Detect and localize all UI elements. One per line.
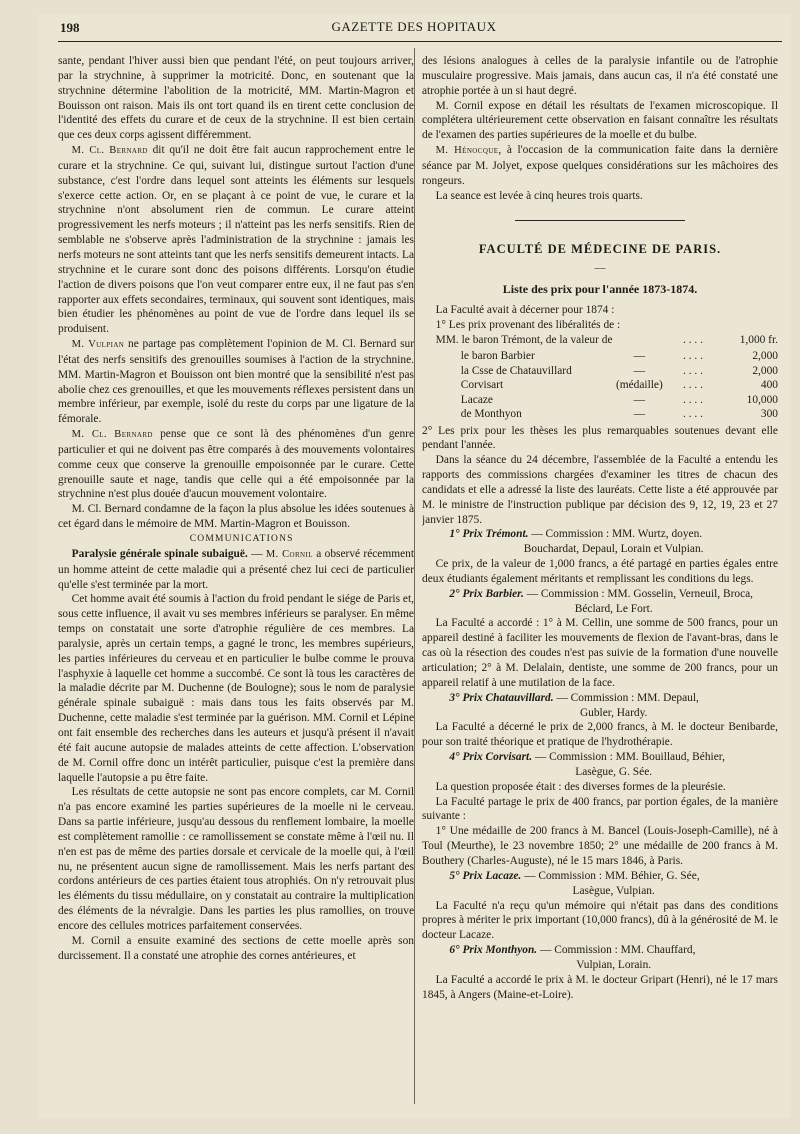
- donor-name: de Monthyon: [460, 408, 522, 420]
- paragraph-text: dit qu'il ne doit être fait aucun rapprochement entre le curare et la strychnine. Ce qui, suivant lui, distingue surtout l'action d'une substance, c'est l'ordre dans lequel sont atteints les éléments sur lesquels s'exerce cette action. Or, en se plaçant à ce point de vue, le curare et la strychnine n'ont absolument rien de commun. Le curare atteint progressivement les nerfs moteurs ; il n'atteint pas les nerfs sensitifs. Rien de semblable ne s'observe après l'administration de la strychnine : jamais les nerfs moteurs ne sont atteints tant que les nerfs sensitifs demeurent intacts. La strychnine et le curare sont donc des poisons différents. Lorsqu'on étudie l'action de divers poisons que l'on veut comparer entre eux, il ne faut pas s'en rapporter aux effets secondaires, terminaux, qui souvent sont identiques, mais bien étudier les phénomènes au point de vue de l'ordre dans lequel ils se produisent.: [58, 144, 414, 336]
- table-row: [422, 393, 778, 408]
- paragraph: La seance est levée à cinq heures trois quarts.: [435, 189, 643, 202]
- paragraph: [58, 143, 414, 337]
- speaker-name: M. Vulpian: [71, 339, 125, 351]
- paragraph: Dans la séance du 24 décembre, l'assemblée de la Faculté a entendu les rapports des commissions chargées d'examiner les titres de chacun des candidats et elle a adressé la liste des lauréats. Cette liste a été approuvée par M. le ministre de l'instruction publique par décision des 9, 12, 19, 23 et 27 janvier 1875.: [422, 454, 778, 526]
- section-separator: [422, 213, 778, 228]
- paragraph: 1° Les prix provenant des libéralités de :: [435, 318, 621, 331]
- prize-label: 1° Prix Trémont.: [449, 528, 529, 541]
- paragraph: M. Cornil expose en détail les résultats de l'examen microscopique. Il complétera ultérieurement cette observation en faisant connaître les résultats de l'examen des parties supérieures de la moelle et du bulbe.: [422, 99, 778, 142]
- paragraph: La Faculté n'a reçu qu'un mémoire qui n'était pas dans des conditions propres à mériter le prix important (10,000 francs), dû à la générosité de M. le docteur Lacaze.: [422, 899, 778, 942]
- donor-mid: (médaille): [615, 379, 663, 391]
- donor-amount: 300: [760, 408, 778, 420]
- donor-amount: 2,000: [752, 350, 778, 362]
- paragraph: Paralysie générale spinale subaiguë. — M. Cornil a observé récemment un homme atteint de cette maladie qui a présenté chez lui ceci de particulier qu'elle s'est terminée par la mort.: [58, 547, 414, 591]
- running-title: GAZETTE DES HOPITAUX: [331, 19, 497, 34]
- prize-list-title: Liste des prix pour l'année 1873-1874.: [502, 281, 698, 296]
- paragraph: M. Cl. Bernard condamne de la façon la plus absolue les idées soutenues à cet égard dans le mémoire de MM. Martin-Magron et Bouisson.: [58, 503, 414, 531]
- column-divider: [414, 48, 415, 1104]
- paragraph: 1° Une médaille de 200 francs à M. Bancel (Louis-Joseph-Camille), né à Toul (Meurthe), le 23 novembre 1850; 2° une médaille de 200 francs à M. Bouthery (Charles-Auguste), né le 15 mars 1846, à Paris.: [422, 825, 778, 867]
- speaker-name: M. Cl. Bernard: [71, 429, 153, 441]
- commission-text: — Commission : MM. Depaul,: [553, 691, 699, 704]
- paragraph: [58, 337, 414, 427]
- donor-dots: . . . .: [683, 408, 703, 420]
- donor-name: Corvisart: [460, 379, 504, 391]
- paragraph: [58, 427, 414, 502]
- speaker-name: M. Cornil: [265, 548, 313, 560]
- commission-members: Bouchardat, Depaul, Lorain et Vulpian.: [523, 543, 704, 556]
- table-row: [422, 349, 778, 364]
- newspaper-page: [38, 14, 790, 1118]
- left-column: [58, 54, 414, 1104]
- paragraph-text: , à l'occasion de la communication faite dans la dernière séance par M. Jolyet, expose quelques considérations sur les mâchoires des rongeurs.: [422, 144, 778, 187]
- donor-name: MM. le baron Trémont, de la valeur de: [435, 333, 613, 346]
- prize-label: 3° Prix Chatauvillard.: [449, 691, 554, 704]
- faculty-heading: FACULTÉ DE MÉDECINE DE PARIS.: [478, 242, 722, 257]
- commission-text: — Commission : MM. Gosselin, Verneuil, Broca,: [523, 587, 754, 600]
- commission-text: — Commission : MM. Béhier, G. Sée,: [521, 869, 700, 882]
- table-row: [422, 364, 778, 379]
- prize-commission: [422, 943, 778, 973]
- paragraph: La Faculté a accordé le prix à M. le docteur Gripart (Henri), né le 17 mars 1845, à Angers (Maine-et-Loire).: [422, 973, 778, 1001]
- paragraph-text: pense que ce sont là des phénomènes d'un genre particulier et qui ne doivent pas être comparés à des mouvements volontaires comme ceux que conserve la grenouille empoisonnée par le curare. Cette grenouille saute et nage, tandis que celle qui a été empoisonnée par la strychnine n'est plus douée d'aucun mouvement volontaire.: [58, 428, 414, 501]
- speaker-name: M. Cl. Bernard: [71, 145, 148, 157]
- header-rule: [58, 41, 782, 42]
- prize-label: 4° Prix Corvisart.: [449, 751, 533, 764]
- article-title: Paralysie générale spinale subaiguë.: [71, 547, 248, 560]
- donor-table: [422, 349, 778, 422]
- paragraph: 2° Les prix pour les thèses les plus remarquables soutenues devant elle pendant l'année.: [422, 424, 778, 452]
- paragraph-text: a observé récemment un homme atteint de cette maladie qui a présenté chez lui ceci de particulier qu'elle s'est terminée par la mort.: [58, 547, 414, 591]
- donor-dots: . . . .: [683, 333, 703, 346]
- donor-mid: —: [633, 393, 646, 406]
- prize-commission: [422, 869, 778, 899]
- prize-commission: [422, 691, 778, 721]
- commission-members: Lasègue, G. Sée.: [575, 765, 653, 778]
- paragraph: Les résultats de cette autopsie ne sont pas encore complets, car M. Cornil n'a pas encore examiné les parties supérieures de la moelle ni le cerveau. Dans sa partie inférieure, jusqu'au dessous du renflement lombaire, la moelle est complètement ramollie : ce ramollissement se constate même à l'œil nu. Il n'en est pas de même des parties dorsale et cervicale de la moelle qui, à l'œil nu, ne présentent aucun signe de ramollissement. Mais les nerfs partant des cordons antérieurs de ces parties étaient tous atrophiés. On n'y retrouvait plus les éléments du tissu médullaire, on y constatait au contraire la multiplication des éléments de la névralgie. Dans les parties les plus ramollies, on trouve encore des cellules motrices parfaitement conservées.: [58, 786, 414, 932]
- paragraph: sante, pendant l'hiver aussi bien que pendant l'été, on peut toujours arriver, par la strychnine, à supprimer la motricité. Donc, en soutenant que la strychnine détermine l'abolition de la motricité, MM. Martin-Magron et Bouisson ont raison. Mais ils ont tort quand ils en tirent cette conclusion de l'identité des effets du curare et de ceux de la strychnine. Il est bien certain que ces deux corps agissent différemment.: [58, 55, 414, 142]
- prize-label: 2° Prix Barbier.: [449, 587, 524, 600]
- paragraph: M. Cornil a ensuite examiné des sections de cette moelle après son durcissement. Il a constaté une atrophie des cornes antérieures, et: [58, 934, 414, 962]
- paragraph: La Faculté partage le prix de 400 francs, par portion égales, de la manière suivante :: [422, 795, 778, 823]
- donor-amount: 2,000: [752, 364, 778, 377]
- donor-name: Lacaze: [460, 393, 493, 406]
- prize-label: 5° Prix Lacaze.: [449, 869, 522, 882]
- donor-mid: —: [633, 364, 646, 377]
- commission-text: — Commission : MM. Chauffard,: [537, 944, 696, 957]
- donor-mid: —: [633, 408, 646, 420]
- commission-text: — Commission : MM. Bouillaud, Béhier,: [532, 751, 725, 764]
- prize-commission: [422, 587, 778, 617]
- donor-name: le baron Barbier: [460, 350, 535, 362]
- donor-name: la Csse de Chatauvillard: [460, 364, 572, 377]
- right-column: [422, 54, 778, 1104]
- commission-members: Lasègue, Vulpian.: [572, 884, 655, 897]
- donor-dots: . . . .: [683, 393, 703, 406]
- commission-members: Béclard, Le Fort.: [574, 602, 653, 615]
- paragraph: La question proposée était : des diverses formes de la pleurésie.: [435, 780, 726, 793]
- commission-members: Vulpian, Lorain.: [576, 958, 652, 971]
- table-row: [422, 378, 778, 393]
- donor-dots: . . . .: [683, 379, 703, 391]
- prize-commission: [422, 750, 778, 780]
- paragraph: Cet homme avait été soumis à l'action du froid pendant le siége de Paris et, sous cette influence, il avait vu ses membres inférieurs se paralyser. En même temps on constatait une sorte d'atrophie régulière de ces membres. La paralysie, après un certain temps, a gagné le tronc, les membres supérieurs, les parties inférieures du cerveau et en particulier le bulbe comme le prouva l'asphyxie à laquelle cet homme a succombé. Ce sont là tous les caractères de la maladie décrite par M. Duchenne (de Boulogne); sous le nom de paralysie générale spinale subaiguë : mais dans tous les faits observés par M. Duchenne, cette maladie s'est terminée par la guérison. MM. Cornil et Lépine ont fait ensemble des recherches dans les auteurs et jusqu'à présent il n'avait été fait aucune autopsie de malades atteints de cette affection. L'observation de M. Cornil offre donc un intérêt particulier, puisque c'est la première dans laquelle l'autopsie a pu être faite.: [58, 593, 414, 784]
- paragraph: La Faculté avait à décerner pour 1874 :: [435, 303, 615, 316]
- page-number: 198: [60, 20, 80, 35]
- paragraph: La Faculté a décerné le prix de 2,000 francs, à M. le docteur Benibarde, pour son traité théorique et pratique de l'hydrothérapie.: [422, 721, 778, 749]
- paragraph: des lésions analogues à celles de la paralysie infantile ou de l'atrophie musculaire progressive. Mais jamais, dans aucun cas, il n'a été constaté une atrophie portée à un si haut degré.: [422, 55, 778, 97]
- paragraph-text: ne partage pas complètement l'opinion de M. Cl. Bernard sur l'état des nerfs sensitifs des grenouilles soumises à l'action de la strychnine. MM. Martin-Magron et Bouisson ont bien montré que la sensibilité n'est pas abolie chez ces grenouilles, et que les mouvements réflexes persistent dans un membre inférieur, par exemple, isolé du reste du corps par une ligature de la fémorale.: [58, 338, 414, 426]
- donor-table: [422, 333, 778, 348]
- dash-divider: —: [594, 262, 606, 275]
- paragraph: [422, 143, 778, 189]
- prize-label: 6° Prix Monthyon.: [449, 944, 538, 957]
- table-row: [422, 407, 778, 422]
- donor-dots: . . . .: [683, 350, 703, 362]
- commission-members: Gubler, Hardy.: [579, 706, 648, 719]
- donor-amount: 1,000 fr.: [739, 333, 778, 346]
- prize-commission: [422, 527, 778, 557]
- section-heading: COMMUNICATIONS: [189, 534, 294, 544]
- speaker-name: M. Hénocque: [435, 145, 499, 157]
- donor-amount: 400: [760, 379, 778, 391]
- paragraph: Ce prix, de la valeur de 1,000 francs, a été partagé en parties égales entre deux étudiants également méritants et remplissant les conditions du legs.: [422, 558, 778, 585]
- donor-dots: . . . .: [683, 364, 703, 377]
- donor-amount: 10,000: [746, 393, 778, 406]
- paragraph: La Faculté a accordé : 1° à M. Cellin, une somme de 500 francs, pour un appareil destiné à faciliter les mouvements de flexion de l'avant-bras, dans le cas où la résection des coudes n'est pas suivie de la formation d'une nouvelle articulation; 2° à M. Delalain, dentiste, une somme de 200 francs, pour un appareil relatif à une mutilation de la face.: [422, 617, 778, 689]
- commission-text: — Commission : MM. Wurtz, doyen.: [528, 528, 703, 541]
- table-row: [422, 333, 778, 348]
- donor-mid: —: [633, 350, 646, 362]
